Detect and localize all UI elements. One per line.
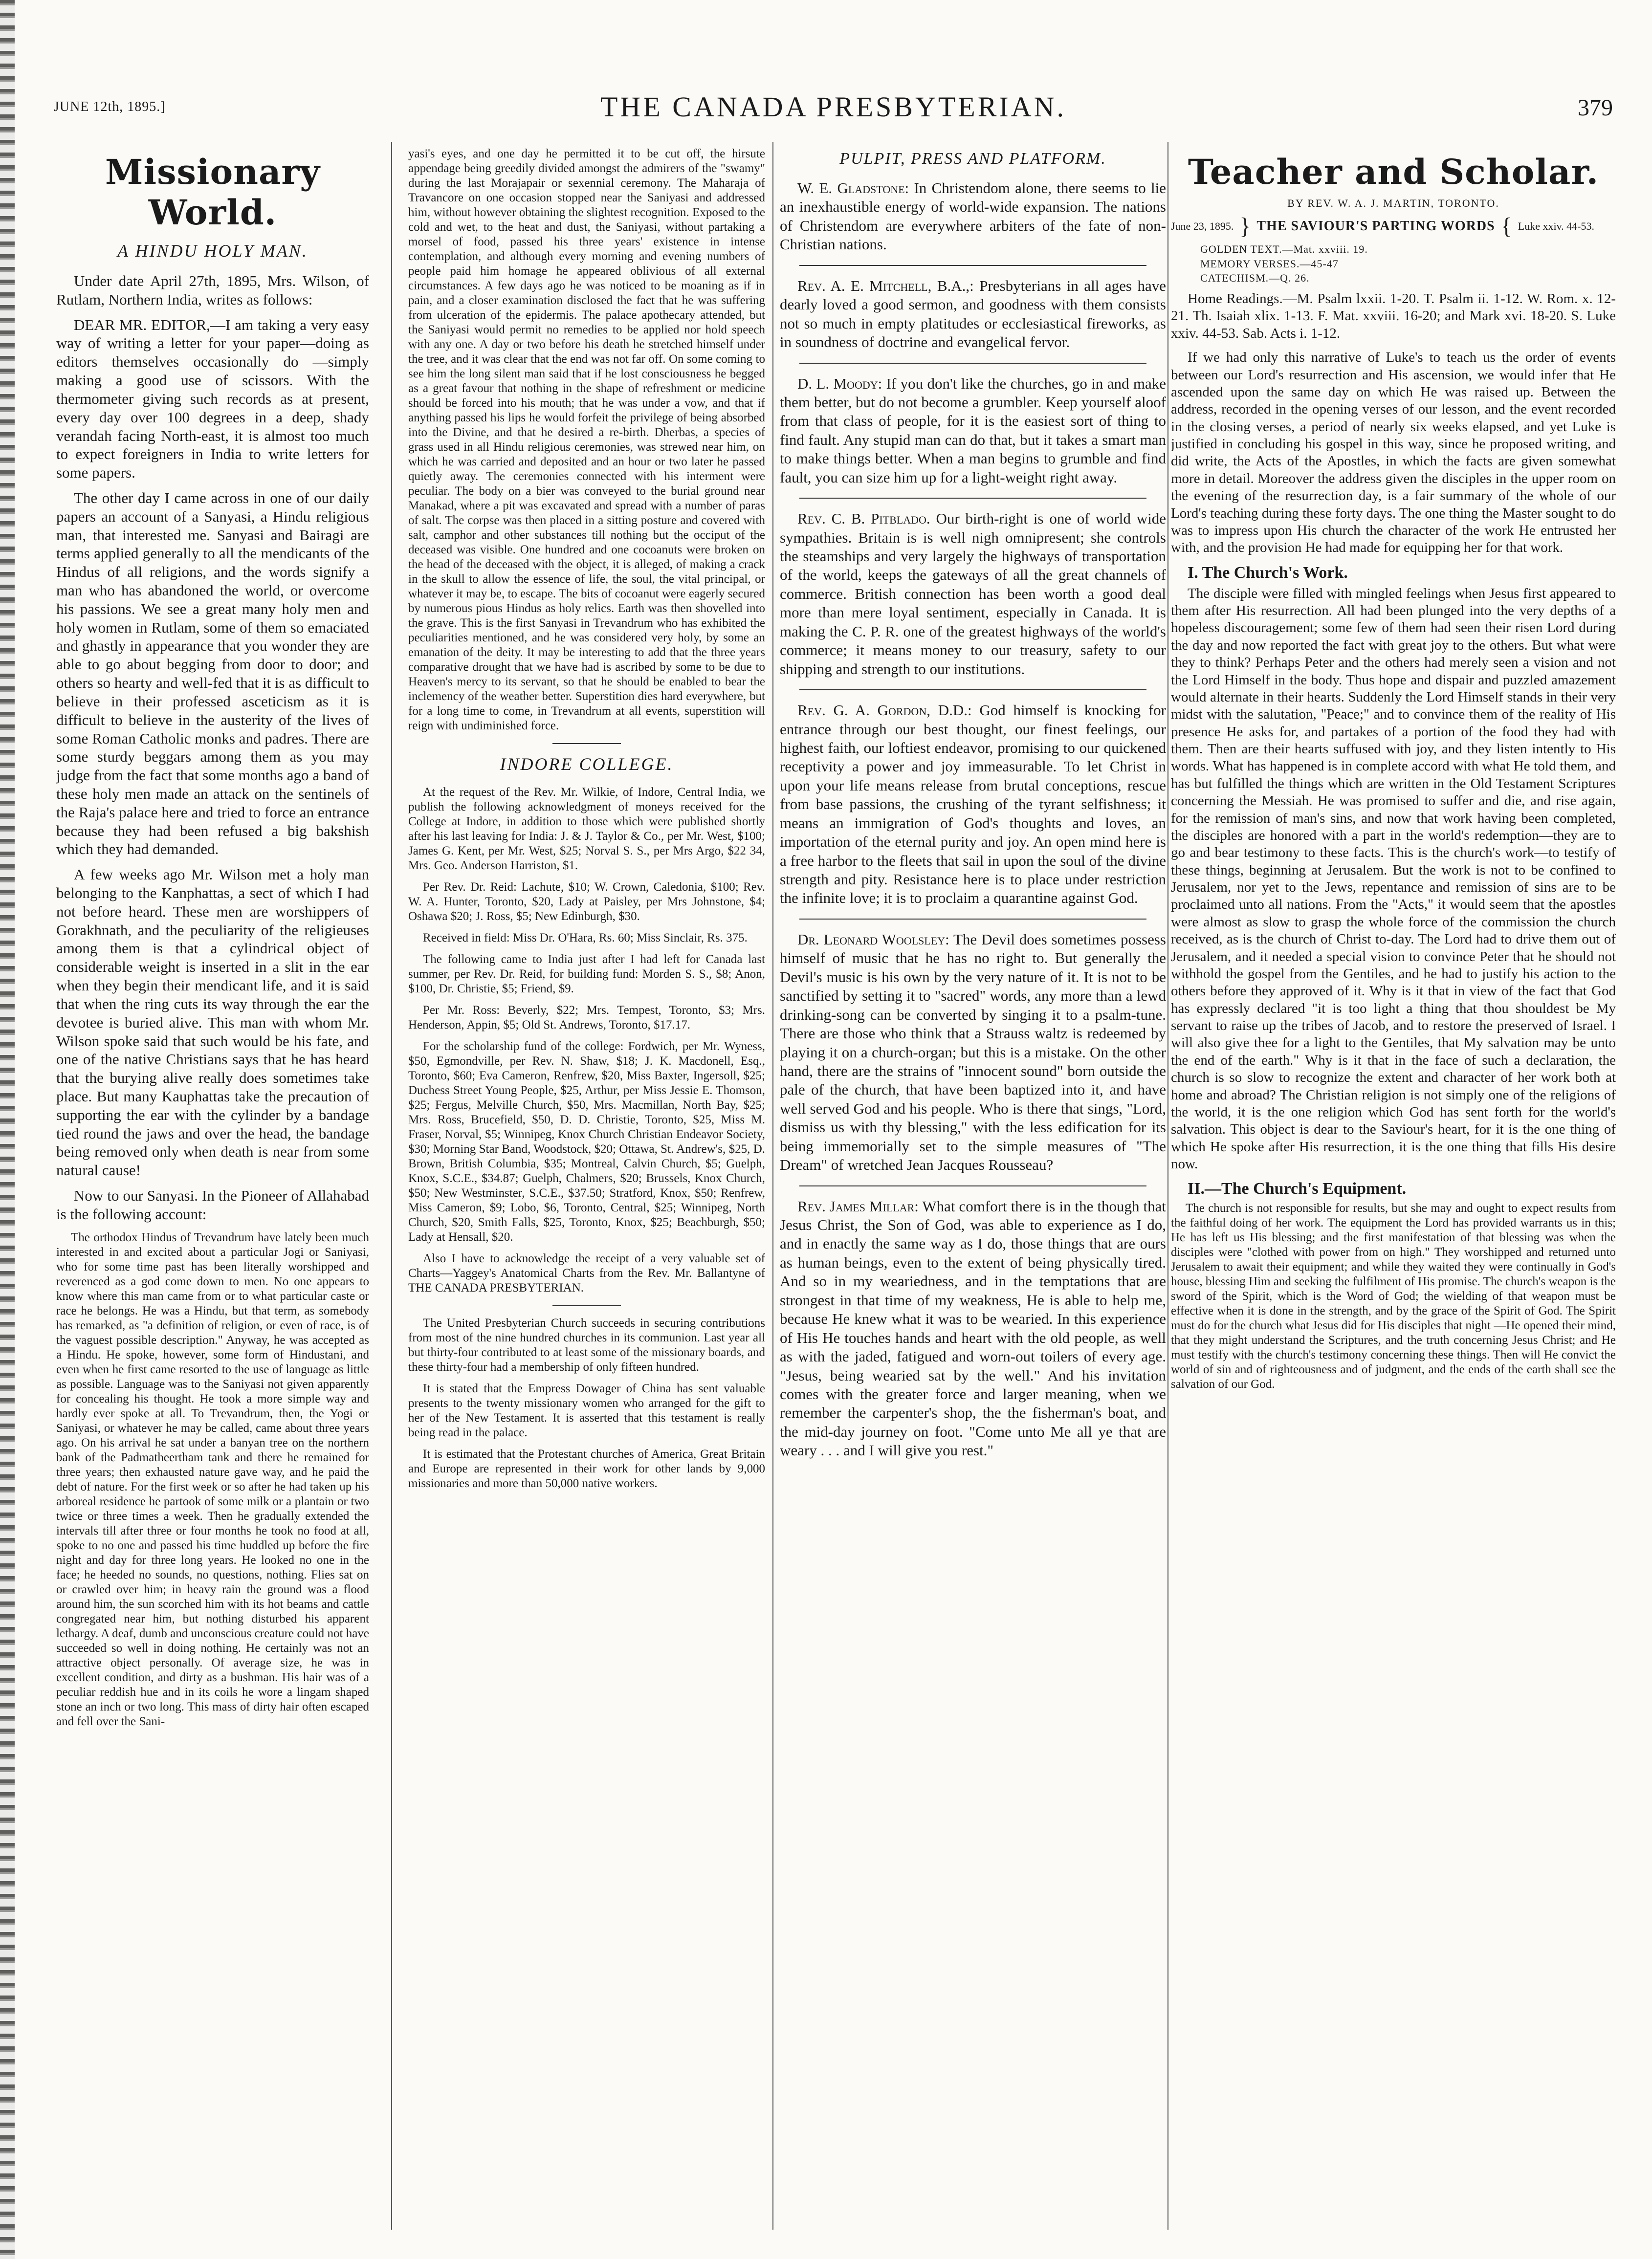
continued-account: yasi's eyes, and one day he permitted it to be cut off, the hirsute appendage being greedily divided amongst the admirers of the "swamy" during the last Morajapair or sexennial ceremony. The Maharaja of Travancore on one occasion stopped near the Saniyasi and addressed him, without however obtaining the slightest recognition. Exposed to the cold and wet, to the heat and dust, the Saniyasi, without partaking a morsel of food, passed his three years' existence in intense contemplation, and although every morning and evening numbers of people paid him homage he appeared oblivious of all external circumstances. A few days ago he was noticed to be moaning as if in pain, and a closer examination disclosed the fact that he was suffering from ulceration of the epidermis. The palace apothecary attended, but the Saniyasi would permit no remedies to be applied nor hold speech with any one. A day or two before his death he stretched himself under the tree, and it was clear that the end was not far off. On some coming to see him the long silent man said that if he lost consciousness he begged as a great favour that nothing in the shape of refreshment or medicine should be forced into his mouth; that he was under a vow, and that if anything passed his lips he would forfeit the privilege of being absorbed into the Divine, and that he desired a re-birth. Dherbas, a species of grass used in all Hindu religious ceremonies, was strewed near him, on which he was carried and deposited and an hour or two later he passed quietly away. The ceremonies connected with his interment were peculiar. The body on a bier was conveyed to the burial ground near Manakad, where a pit was excavated and spread with a number of paras of salt. The corpse was then placed in a sitting posture and covered with salt, camphor and other substances till nothing but the occiput of the deceased was visible. One hundred and one cocoanuts were broken on the head of the deceased with the object, it is alleged, of making a crack in the skull to allow the essence of life, the soul, the vital principal, or whatever it may be, to escape. The bits of cocoanut were eagerly secured by numerous pious Hindus as holy relics. Earth was then shovelled into the grave. This is the first Sanyasi in Trevandrum who has exhibited the peculiarities mentioned, and he was considered very holy, by some an emanation of the deity. It may be interesting to add that the three years comparative drought that we have had is ascribed by some to be due to Heaven's mercy to its servant, so that he should be enabled to bear the inclemency of the weather better. Superstition dies hard everywhere, but for a long time to come, in Trevandrum at all events, superstition will reign with undiminished force.: [408, 147, 765, 732]
news-note: It is stated that the Empress Dowager of China has sent valuable presents to the twenty missionary women who arranged for the gift to her of the New Testament. It is asserted that this testament is really being read in the palace.: [408, 1382, 765, 1439]
brace-icon: {: [1500, 213, 1512, 239]
divider: [799, 919, 1146, 920]
speaker-name: Rev. C. B. Pitblado.: [797, 510, 930, 527]
news-note: The United Presbyterian Church succeeds in securing contributions from most of the nine hundred churches in its communion. Last year all but thirty-four contributed to at least some of the missionary boards, and these thirty-four had a membership of only fifteen hundred.: [408, 1316, 765, 1374]
speaker-name: Rev. A. E. Mitchell, B.A.,:: [797, 277, 974, 294]
quotation-text: What comfort there is in the though that Jesus Christ, the Son of God, was able to experience as I do, and in enactly the same way as I do, those things that are ours as human beings, even to the extent of being physically tired. And so in my weariedness, and in the temptations that are strongest in that time of my weakness, He is able to help me, because He knew what it was to be wearied. In this experience of His He touches hands and heart with the old people, as well as with the jaded, fatigued and worn-out toilers of every age. "Jesus, being wearied sat by the well." And his invitation comes with the greater force and larger meaning, when we remember the carpenter's shop, the the fisherman's boat, and the mid-day journey on foot. "Come unto Me all ye that are weary . . . and I will give you rest.": [780, 1197, 1166, 1459]
memory-verses: MEMORY VERSES.—45-47: [1200, 257, 1339, 270]
quotation-list: [780, 179, 1166, 1460]
lesson-title: THE SAVIOUR'S PARTING WORDS: [1256, 219, 1495, 234]
divider: [799, 689, 1146, 690]
quotation: [780, 277, 1166, 352]
lesson-reference: Luke xxiv. 44-53.: [1518, 220, 1594, 232]
lesson-header: [1171, 215, 1616, 238]
column-pulpit-press-platform: [780, 147, 1166, 2225]
article-paragraph: A few weeks ago Mr. Wilson met a holy man belonging to the Kanphattas, a sect of which I had not before heard. These men are worshippers of Gorakhnath, and the peculiarity of the religieuses among them is that a cylindrical object of considerable weight is inserted in a slit in the ear when they begin their mendicant life, and it is said that when the ring cuts its way through the ear the devotee is buried alive. This man with whom Mr. Wilson spoke said that such would be his fate, and one of the native Christians says that he has heard that the burying alive really does sometimes take place. But many Kauphattas take the precaution of supporting the ear with the cylinder by a bandage tied round the jaws and over the head, the bandage being removed only when death is near from some natural cause!: [56, 866, 369, 1179]
section-title: Missionary World.: [105, 152, 320, 233]
indore-paragraph: The following came to India just after I had left for Canada last summer, per Rev. Dr. Reid, for building fund: Morden S. S., $8; Anon, $100, Dr. Christie, $5; Friend, $9.: [408, 953, 765, 995]
indore-paragraph: Received in field: Miss Dr. O'Hara, Rs. 60; Miss Sinclair, Rs. 375.: [423, 931, 748, 944]
quotation-text: The Devil does sometimes possess himself of music that he has no right to. But generally the Devil's music is his own by the very nature of it. It is not to be sanctified by setting it to "sacred" words, any more than a lewd drinking-song can be converted by singing it to a psalm-tune. There are those who think that a Strauss waltz is redeemed by playing it on a church-organ; but this is a mistake. On the other hand, there are the strains of "innocent sound" born outside the pale of the church, that have been baptized into it, and have well served God and his people. Who is there that sings, "Lord, dismiss us with thy blessing," with the less edification for its being immemorially set to the simple measures of "The Dream" of wretched Jean Jacques Rousseau?: [780, 930, 1166, 1174]
section-title: Teacher and Scholar.: [1188, 152, 1599, 192]
article-subtitle: A HINDU HOLY MAN.: [117, 241, 308, 261]
book-binding-edge: [0, 0, 15, 2259]
golden-text: GOLDEN TEXT.—Mat. xxviii. 19.: [1200, 243, 1368, 255]
issue-date: JUNE 12th, 1895.]: [54, 99, 166, 114]
news-note: It is estimated that the Protestant churches of America, Great Britain and Europe are represented in their work for other lands by 9,000 missionaries and more than 50,000 native workers.: [408, 1448, 765, 1490]
article-paragraph: Now to our Sanyasi. In the Pioneer of Allahabad is the following account:: [56, 1187, 369, 1223]
speaker-name: Rev. James Millar:: [797, 1197, 919, 1215]
speaker-name: D. L. Moody:: [797, 374, 882, 392]
article-paragraph: The other day I came across in one of our daily papers an account of a Sanyasi, a Hindu religious man, that interested me. Sanyasi and Bairagi are terms applied generally to all the mendicants of the Hindus of all religions, and the words signify a man who has abandoned the world, or overcome his passions. We see a great many holy men and holy women in Rutlam, some of them so emaciated and ghastly in appearance that you wonder they are able to go about begging from door to door; and others so hearty and well-fed that it is as difficult to believe in their professed asceticism as it is difficult to believe in the austerity of the lives of some Roman Catholic monks and padres. There are some sturdy beggars among them as you may judge from the fact that some months ago a band of these holy men made an attack on the sentinels of the Raja's palace here and tried to force an entrance because they had been refused a big bakshish which they had demanded.: [56, 489, 369, 858]
article-intro: Under date April 27th, 1895, Mrs. Wilson, of Rutlam, Northern India, writes as follows:: [56, 272, 369, 308]
brace-icon: }: [1239, 213, 1251, 239]
masthead: THE CANADA PRESBYTERIAN.: [600, 91, 1066, 123]
quotation-text: In Christendom alone, there seems to lie an inexhaustible energy of world-wide expansion. The nations of Christendom are everywhere arbiters of the fate of non-Christian nations.: [780, 179, 1166, 253]
article-subtitle: INDORE COLLEGE.: [500, 754, 674, 774]
divider: [799, 363, 1146, 364]
quotation: [780, 701, 1166, 908]
column-rule: [1167, 142, 1168, 2230]
indore-paragraph: For the scholarship fund of the college: Fordwich, per Mr. Wyness, $50, Egmondville, per Rev. N. Shaw, $18; J. K. Macdonell, Esq., Toronto, $60; Eva Cameron, Renfrew, $20, Miss Baxter, Ingersoll, $25; Duchess Street Young People, $25, Arthur, per Miss Jessie E. Thomson, $25; Fergus, Melville Church, $50, Mrs. Macmillan, North Bay, $25; Mrs. Ross, Brucefield, $50, D. D. Christie, Toronto, $25, Miss M. Fraser, Norval, $5; Winnipeg, Knox Church Christian Endeavor Society, $30; Morning Star Band, Woodstock, $20; Ottawa, St. Andrew's, $25, D. Brown, British Columbia, $35; Montreal, Calvin Church, $5; Guelph, Knox, S.C.E., $34.87; Guelph, Chalmers, $20; Brussels, Knox Church, $50; New Westminster, S.C.E., $37.50; Stratford, Knox, $50; Renfrew, Miss Cameron, $9; Lobo, $6, Toronto, Central, $25; Winnipeg, North Church, $20, Smith Falls, $25, Toronto, Knox, $25; Beachburgh, $50; Lady at Hensall, $20.: [408, 1040, 765, 1244]
divider: [799, 265, 1146, 266]
lesson-paragraph: The church is not responsible for results, but she may and ought to expect results from the faithful doing of her work. The equipment the Lord has provided warrants us in this; He has left us His blessing; and the first manifestation of that blessing was when the disciples were "clothed with power from on high." They worshipped and returned unto Jerusalem to await their equipment; and while they waited they were continually in God's house, blessing Him and seeking the fulfilment of His promise. The church's weapon is the sword of the Spirit, which is the Word of God; the wielding of that weapon must be effective when it is done in the strength, and by the grace of the Spirit of God. The Spirit must do for the church what Jesus did for His disciples that night —He opened their mind, that they might understand the Scriptures, and the truth concerning Jesus Christ; and He must testify with the church's testimony concerning these things. Then will He convict the world of sin and of righteousness and of judgment, and the ends of the earth shall see the salvation of our God.: [1171, 1202, 1616, 1391]
lesson-heading: I. The Church's Work.: [1188, 563, 1348, 582]
section-title: PULPIT, PRESS AND PLATFORM.: [839, 150, 1106, 168]
speaker-name: Rev. G. A. Gordon, D.D.:: [797, 702, 972, 719]
column-two: [408, 147, 765, 2225]
page-number: 379: [1578, 95, 1613, 121]
catechism: CATECHISM.—Q. 26.: [1200, 272, 1310, 285]
lesson-date: June 23, 1895.: [1171, 220, 1234, 232]
quotation-text: Our birth-right is one of world wide sympathies. Britain is is well nigh omnipresent; she controls the steamships and very largely the highways of transportation of the world, keeps the gateways of all the great channels of commerce. British connection has been worth a good deal more than mere loyal sentiment, especially in Canada. It is making the C. P. R. one of the greatest highways of the world's commerce; it means money to our treasury, safety to our shipping and strength to our institutions.: [780, 510, 1166, 678]
lesson-paragraph: If we had only this narrative of Luke's to teach us the order of events between our Lord's resurrection and His ascension, we would infer that He ascended upon the same day on which He was raised up. Between the address, recorded in the opening verses of our lesson, and the event recorded in the closing verses, a period of nearly six weeks elapsed, and yet Luke is justified in concluding his gospel in this way, since he proposed writing, and did write, the Acts of the Apostles, in which the facts are given somewhat more in detail. Moreover the address given the disciples in the upper room on the evening of the resurrection day, is a fair summary of the whole of our Lord's teaching during these forty days. The one thing the Master sought to do was to impress upon His church the character of the work He entrusted her with, and the provision He had made for equipping her for that work.: [1171, 350, 1616, 556]
lesson-references: [1200, 242, 1616, 285]
indore-paragraph: Per Rev. Dr. Reid: Lachute, $10; W. Crown, Caledonia, $100; Rev. W. A. Hunter, Toronto, $20, Lady at Paisley, per Mrs Johnstone, $4; Oshawa $20; J. Ross, $5; New Edinburgh, $30.: [408, 880, 765, 923]
quotation: [780, 179, 1166, 254]
indore-paragraph: Also I have to acknowledge the receipt of a very valuable set of Charts—Yaggey's Anatomical Charts from the Rev. Mr. Ballantyne of THE CANADA PRESBYTERIAN.: [408, 1252, 765, 1294]
column-missionary-world: [56, 147, 369, 2225]
article-paragraph: DEAR MR. EDITOR,—I am taking a very easy way of writing a letter for your paper—doing as editors themselves occasionally do —simply making a good use of scissors. With the thermometer giving such records as at present, every day over 100 degrees in a deep, shady verandah facing North-east, it is almost too much to expect foreigners in India to write letters for some papers.: [56, 316, 369, 482]
quotation-text: Presbyterians in all ages have dearly loved a good sermon, and goodness with them consists not so much in empty platitudes or ecclesiastical fireworks, as in soundness of doctrine and evangelical fervor.: [780, 277, 1166, 351]
quotation: [780, 509, 1166, 679]
indore-paragraph: Per Mr. Ross: Beverly, $22; Mrs. Tempest, Toronto, $3; Mrs. Henderson, Appin, $5; Old St. Andrews, Toronto, $17.17.: [408, 1004, 765, 1031]
column-rule: [391, 142, 392, 2230]
byline: BY REV. W. A. J. MARTIN, TORONTO.: [1287, 197, 1499, 209]
quotation: [780, 930, 1166, 1175]
column-teacher-and-scholar: [1171, 147, 1616, 2225]
home-readings: Home Readings.—M. Psalm lxxii. 1-20. T. Psalm ii. 1-12. W. Rom. x. 12-21. Th. Isaiah xlix. 1-13. F. Mat. xxviii. 16-20; and Mark xvi. 18-20. S. Luke xxiv. 44-53. Sab. Acts i. 1-12.: [1171, 291, 1616, 341]
divider: [799, 498, 1146, 499]
speaker-name: Dr. Leonard Woolsley:: [797, 930, 949, 948]
column-rule: [772, 142, 773, 2230]
lesson-heading: II.—The Church's Equipment.: [1188, 1180, 1407, 1198]
quotation: [780, 374, 1166, 487]
divider: [552, 743, 621, 744]
indore-paragraph: At the request of the Rev. Mr. Wilkie, of Indore, Central India, we publish the following acknowledgment of moneys received for the College at Indore, in addition to those which were published shortly after his last leaving for India: J. & J. Taylor & Co., per Mr. West, $100; James G. Kent, per Mr. West, $25; Norval S. S., per Mrs Argo, $22 34, Mrs. Geo. Anderson Harriston, $1.: [408, 786, 765, 872]
page-header: [54, 90, 1613, 130]
lesson-paragraph: The disciple were filled with mingled feelings when Jesus first appeared to them after His resurrection. All had been plunged into the very depths of a hopeless discouragement; some few of them had seen their risen Lord during the day and now reported the fact with great joy to the others. But what were they to think? Perhaps Peter and the others had merely seen a vision and not the Lord Himself in the body. Thus hope and dispair and puzzled amazement would alternate in their hearts. Suddenly the Lord Himself stands in their very midst with the salutation, "Peace;" and to convince them of the reality of His presence He asks for, and partakes of a portion of the food they had with them. Then are their hearts suffused with joy, and they listen intently to His words. What has happened is in complete accord with what He told them, and has but fulfilled the things which are written in the Old Testament Scriptures concerning the Messiah. He was promised to suffer and die, and rise again, for the remission of man's sins, and now that work having been completed, the disciples are honored with a part in the world's redemption—they are to go and bear testimony to these facts. This is the church's work—to testify of these things, beginning at Jerusalem. But the work is not to be confined to Jerusalem, nor yet to the Jews, repentance and remission of sins are to be proclaimed unto all nations. From the "Acts," it would seem that the apostles were almost as slow to grasp the whole force of the commission the church received, as is the church of Christ to-day. The Lord had to drive them out of Jerusalem, and it needed a special vision to convince Peter that he should not withhold the gospel from the Gentiles, and he had to justify his action to the others before they approved of it. Why is it that in view of the fact that God has expressly declared "it is too light a thing that thou shouldest be My servant to raise up the tribes of Jacob, and to restore the preserved of Israel. I will also give thee for a light to the Gentiles, that My salvation may be unto the end of the earth." Why is it that in the face of such a declaration, the church is so slow to recognize the extent and character of her work both at home and abroad? The Christian religion is not simply one of the religions of the world, it is the one religion which God has sent forth for the world's salvation. This object is dear to the Saviour's heart, for it is the one thing of which He spoke after His resurrection, it is the one thing that fills His desire now.: [1171, 585, 1616, 1172]
speaker-name: W. E. Gladstone:: [797, 179, 909, 197]
divider: [552, 1305, 621, 1306]
quotation: [780, 1197, 1166, 1460]
quotation-text: God himself is knocking for entrance through our best thought, our finest feelings, our highest faith, our loftiest endeavor, promising to our quickened receptivity a power and joy immeasurable. To let Christ in upon your life means release from brutal conceptions, rescue from base passions, the crushing of the tyrant selfishness; it means an immigration of God's thoughts and loves, an importation of the eternal purity and joy. An open mind here is a free harbor to the fleets that sail in upon the soul of the divine strength and pity. Resistance here is to place under restriction the infinite love; it is to proclaim a quarantine against God.: [780, 702, 1166, 907]
quoted-account: The orthodox Hindus of Trevandrum have lately been much interested in and excited about a particular Jogi or Saniyasi, who for some time past has been literally worshipped and reverenced as a god come down to men. No one appears to know where this man came from or to what particular caste or race he belongs. He was a Hindu, but that term, as somebody has remarked, as "a definition of religion, or even of race, is of the vaguest possible description." Anyway, he was accepted as a Hindu. He spoke, however, some form of Hindustani, and even when he first came resorted to the use of language as little as possible. Language was to the Saniyasi not given apparently for concealing his thought. He took a more simple way and hardly ever spoke at all. To Trevandrum, then, the Yogi or Saniyasi, or whatever he may be called, came about three years ago. On his arrival he sat under a banyan tree on the northern bank of the Padmatheertham tank and there he remained for three years; then exhausted nature gave way, and he paid the debt of nature. For the first week or so after he had taken up his arboreal residence he partook of some milk or a plantain or two twice or three times a week. Then he gradually extended the intervals till after three or four months he took no food at all, spoke to no one and passed his time huddled up before the fire night and day for three long years. He looked no one in the face; he heeded no sounds, no questions, nothing. Flies sat on or crawled over him; in heavy rain the ground was a flood around him, the sun scorched him with its hot beams and cattle congregated near him, but nothing disturbed his apparent lethargy. A deaf, dumb and unconscious creature could not have succeeded so well in doing nothing. He certainly was not an attractive object personally. Of average size, he was in excellent condition, and dirty as a bushman. His hair was of a peculiar reddish hue and in its coils he wore a lingam shaped stone an inch or two long. This mass of dirty hair often escaped and fell over the Sani-: [56, 1230, 369, 1728]
quotation-text: If you don't like the churches, go in and make them better, but do not become a grumbler. Keep yourself aloof from that class of people, for it is the easiest sort of thing to find fault. Any stupid man can do that, but it takes a smart man to make things better. When a man begins to grumble and find fault, you can size him up for a light-weight right away.: [780, 374, 1166, 486]
divider: [799, 1185, 1146, 1186]
